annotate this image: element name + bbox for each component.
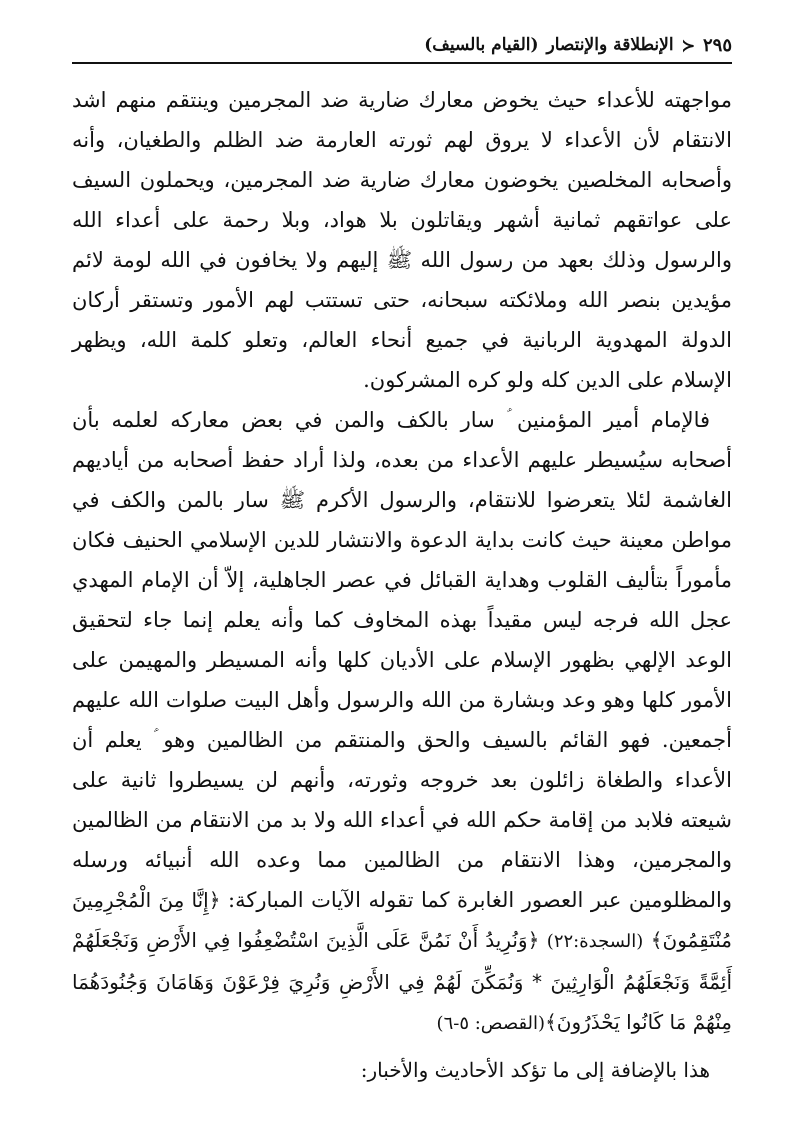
chapter-title: (القيام بالسيف) [424, 35, 539, 55]
header-separator-icon: ≺ [681, 35, 695, 55]
paragraph-2 [72, 400, 732, 1044]
verse-reference-2: (القصص: ٥-٦) [436, 1013, 546, 1034]
paragraph-2-text: فالإمام أمير المؤمنين ؑ سار بالكف والمن في بعض معاركه لعلمه بأن أصحابه سيُسيطر عليهم الأعداء من بعده، ولذا أراد حفظ أصحابه من أياديهم الغاشمة لئلا يتعرضوا للانتقام، والرسول الأكرم ﷺ سار بالمن والكف في مواطن معينة حيث كانت بداية الدعوة والانتشار للدين الإسلامي الحنيف فكان مأموراً بتأليف القلوب وهداية القبائل في عصر الجاهلية، إلاّ أن الإمام المهدي عجل الله فرجه ليس مقيداً بهذه المخاوف كما وأنه يعلم إنما جاء لتحقيق الوعد الإلهي بظهور الإسلام على الأديان كلها وأنه المسيطر والمهيمن على الأمور كلها وهو وعد وبشارة من الله والرسول وأهل البيت صلوات الله عليهم أجمعين. فهو القائم بالسيف والحق والمنتقم من الظالمين وهو ؑ يعلم أن الأعداء والطغاة زائلون بعد خروجه وثورته، وأنهم لن يسيطروا ثانية على شيعته فلابد من إقامة حكم الله في أعداء الله ولا بد من الانتقام من الظالمين والمجرمين، وهذا الانتقام من الظالمين مما وعده الله أنبيائه ورسله والمظلومين عبر العصور الغابرة كما تقوله الآيات المباركة: [72, 408, 732, 912]
quran-verse-1: ﴿إِنَّا مِنَ الْمُجْرِمِينَ مُنْتَقِمُونَ﴾ [72, 888, 732, 952]
running-header [72, 28, 732, 64]
quran-verse-2: ﴿وَنُرِيدُ أَنْ نَمُنَّ عَلَى الَّذِينَ اسْتُضْعِفُوا فِي الأَرْضِ وَنَجْعَلَهُمْ أَئِمَّةً وَنَجْعَلَهُمُ الْوَارِثِينَ * وَنُمَكِّنَ لَهُمْ فِي الأَرْضِ وَنُرِيَ فِرْعَوْنَ وَهَامَانَ وَجُنُودَهُمَا مِنْهُمْ مَا كَانُوا يَحْذَرُونَ﴾ [72, 928, 732, 1034]
page-number: ٢٩٥ [702, 34, 732, 56]
page-body [72, 80, 732, 1090]
book-page [72, 28, 732, 1118]
closing-line: هذا بالإضافة إلى ما تؤكد الأحاديث والأخبار: [360, 1058, 710, 1082]
book-title: الإنطلاقة والإنتصار [546, 35, 674, 55]
verse-reference-1: (السجدة:٢٢) [546, 931, 644, 952]
paragraph-1: مواجهته للأعداء حيث يخوض معارك ضارية ضد المجرمين وينتقم منهم اشد الانتقام لأن الأعداء لا يروق لهم ثورته العارمة ضد الظلم والطغيان، وأنه وأصحابه المخلصين يخوضون معارك ضارية ضد المجرمين، ويحملون السيف على عواتقهم ثمانية أشهر ويقاتلون بلا هواد، وبلا رحمة على أعداء الله والرسول وذلك بعهد من رسول الله ﷺ إليهم ولا يخافون في الله لومة لائم مؤيدين بنصر الله وملائكته سبحانه، حتى تستتب لهم الأمور وتستقر أركان الدولة المهدوية الربانية في جميع أنحاء العالم، وتعلو كلمة الله، ويظهر الإسلام على الدين كله ولو كره المشركون. [72, 88, 732, 392]
